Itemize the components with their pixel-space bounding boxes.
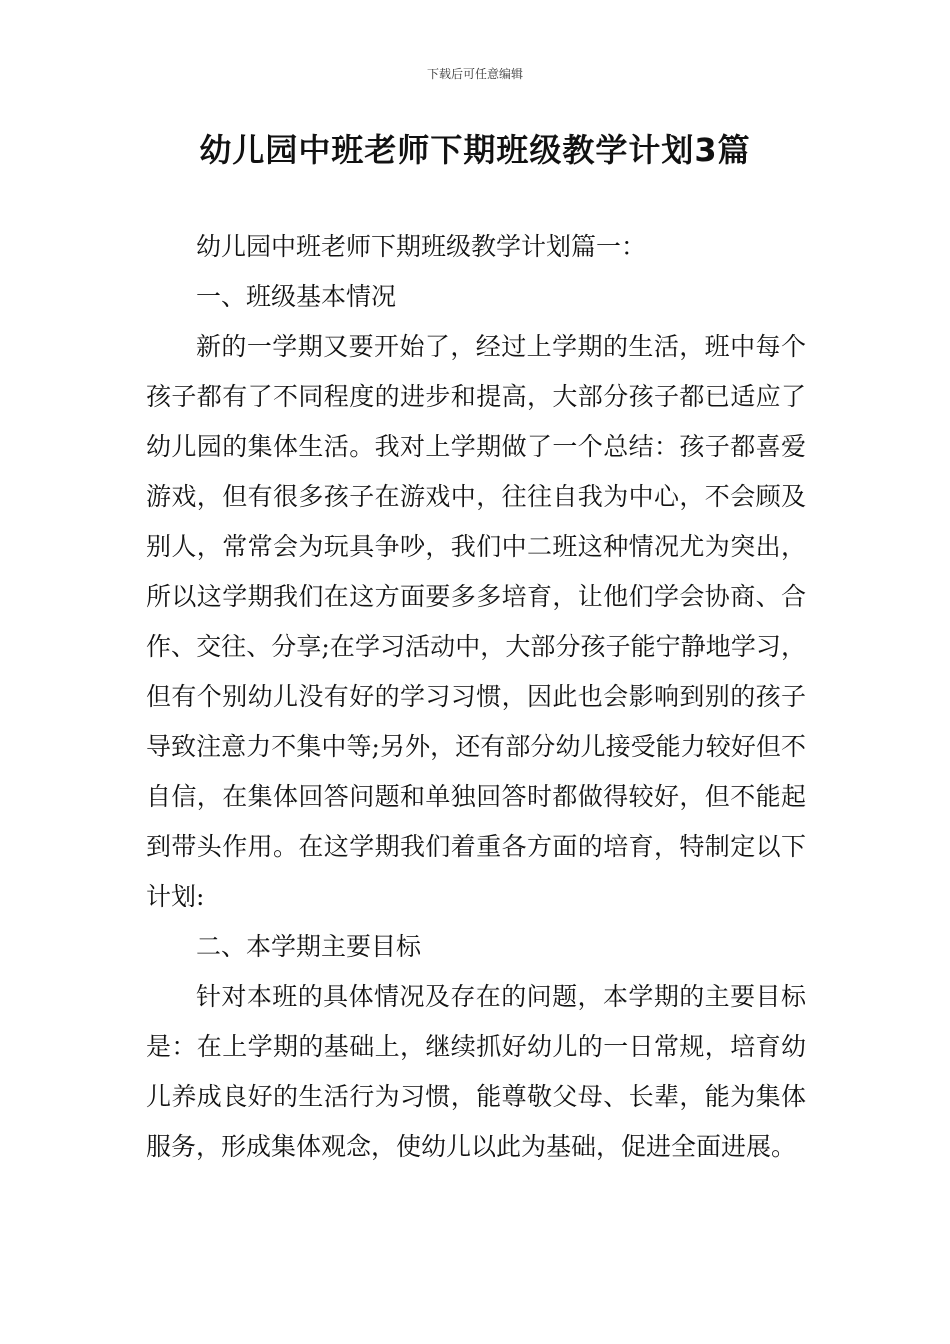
section-heading-plan-one: 幼儿园中班老师下期班级教学计划篇一：	[196, 232, 647, 261]
section-heading-main-goals: 二、本学期主要目标	[196, 932, 422, 961]
section-heading-class-situation: 一、班级基本情况	[196, 282, 397, 311]
paragraph-main-goals: 针对本班的具体情况及存在的问题，本学期的主要目标是：在上学期的基础上，继续抓好幼儿的一日常规，培育幼儿养成良好的生活行为习惯，能尊敬父母、长辈，能为集体服务，形成集体观念，使幼儿以此为基础，促进全面进展。	[146, 982, 806, 1161]
document-body	[146, 222, 806, 1172]
header-note: 下载后可任意编辑	[426, 67, 523, 81]
paragraph-class-situation: 新的一学期又要开始了，经过上学期的生活，班中每个孩子都有了不同程度的进步和提高，大部分孩子都已适应了幼儿园的集体生活。我对上学期做了一个总结：孩子都喜爱游戏，但有很多孩子在游戏中，往往自我为中心，不会顾及别人，常常会为玩具争吵，我们中二班这种情况尤为突出，所以这学期我们在这方面要多多培育，让他们学会协商、合作、交往、分享;在学习活动中，大部分孩子能宁静地学习，但有个别幼儿没有好的学习习惯，因此也会影响到别的孩子导致注意力不集中等;另外，还有部分幼儿接受能力较好但不自信，在集体回答问题和单独回答时都做得较好，但不能起到带头作用。在这学期我们着重各方面的培育，特制定以下计划:	[146, 332, 806, 911]
document-title: 幼儿园中班老师下期班级教学计划3篇	[199, 131, 751, 169]
